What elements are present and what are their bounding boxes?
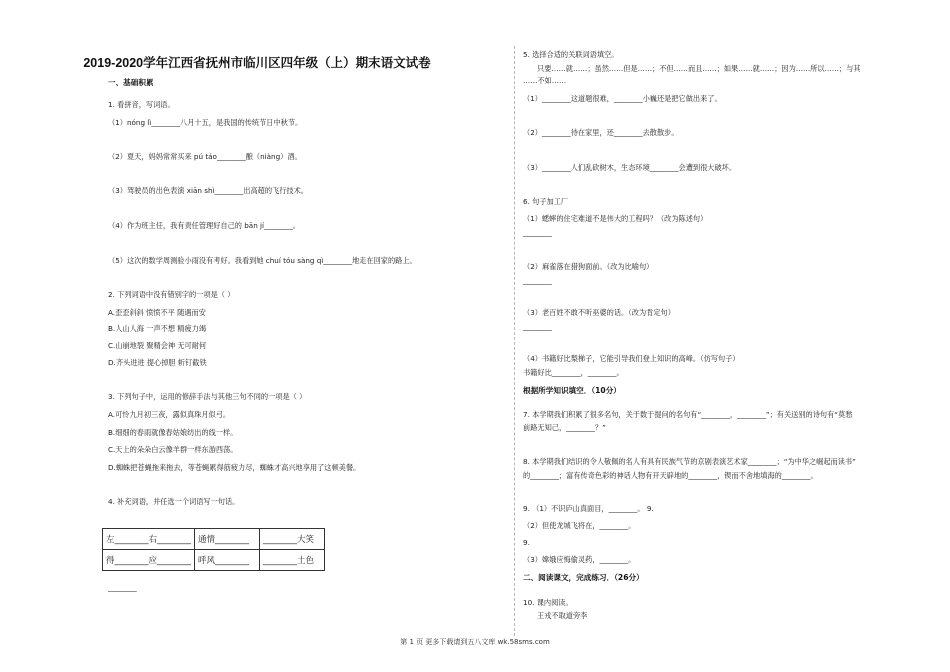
table-cell[interactable]: 左________右________ bbox=[103, 529, 195, 550]
question-item: （5）这次的数学周测验小雨没有考好。我看到她 chuí tóu sàng qì________地走在回家的路上。 bbox=[108, 256, 417, 265]
answer-blank[interactable]: ________ bbox=[523, 228, 552, 237]
table-row bbox=[103, 529, 325, 550]
question-item: （2）麻雀落在猎狗面前。（改为比喻句） bbox=[523, 262, 654, 271]
passage-title: 王戎不取道旁李 bbox=[537, 611, 588, 620]
section-heading: 根据所学知识填空．（10分） bbox=[523, 386, 621, 395]
table-cell[interactable]: 呼风________ bbox=[195, 550, 260, 571]
question-item: 9. bbox=[523, 538, 530, 547]
question-item: （1）蟋蟀的住宅难道不是伟大的工程吗？（改为陈述句） bbox=[523, 214, 708, 223]
page-title: 2019-2020学年江西省抚州市临川区四年级（上）期末语文试卷 bbox=[83, 56, 431, 70]
question-item: （3）嫦娥应悔偷灵药，________。 bbox=[523, 555, 636, 564]
question-item: （1）nóng lì________八月十五，是我国的传统节日中秋节。 bbox=[108, 118, 303, 127]
word-bank: ……不如…… bbox=[523, 76, 567, 85]
question-item: （2）夏天，妈妈常常买来 pú táo________酿（niàng）酒。 bbox=[108, 152, 302, 161]
question-stem: 3. 下列句子中，运用的修辞手法与其他三句不同的一项是（ ） bbox=[108, 392, 307, 401]
question-item: （3）________人们乱砍树木，生态环境________会遭到很大破坏。 bbox=[523, 163, 737, 172]
option: D.蜘蛛把苍蝇拖来拖去，等苍蝇累得筋疲力尽，蜘蛛才高兴地享用了这顿美餐。 bbox=[108, 463, 361, 472]
option: D.齐头进进 提心掉胆 斩钉截铁 bbox=[108, 358, 207, 367]
answer-line[interactable]: 书籍好比________，________。 bbox=[523, 368, 624, 377]
answer-blank[interactable]: ________ bbox=[523, 322, 552, 331]
question-stem: 1. 看拼音，写词语。 bbox=[108, 100, 175, 109]
table-cell[interactable]: 通情________ bbox=[195, 529, 260, 550]
table-cell[interactable]: 得________应________ bbox=[103, 550, 195, 571]
question-item: （4）作为班主任，我有责任管理好自己的 bān jí________。 bbox=[108, 221, 300, 230]
option: B.细细的春雨就像春姑娘纺出的线一样。 bbox=[108, 428, 238, 437]
question-stem: 4. 补充词语，并任选一个词语写一句话。 bbox=[108, 497, 240, 506]
option: C.天上的朵朵白云像羊群一样东游西荡。 bbox=[108, 445, 238, 454]
word-table bbox=[102, 528, 325, 571]
question-line: 8. 本学期我们结识的令人敬佩的名人有具有民族气节的京剧表演艺术家________；“为中华之崛起而读书” bbox=[523, 457, 856, 466]
question-stem: 10. 课内阅读。 bbox=[523, 598, 573, 607]
question-stem: 9. （1）不识庐山真面目，________。 9. bbox=[523, 504, 654, 513]
section-heading: 一、基础积累 bbox=[108, 78, 154, 87]
question-item: （2）________待在家里，还________去散散步。 bbox=[523, 128, 679, 137]
question-line: 前路无知己，________？” bbox=[523, 423, 606, 432]
column-divider bbox=[514, 46, 515, 636]
question-stem: 2. 下列词语中没有错别字的一项是（ ） bbox=[108, 290, 235, 299]
question-line: 7. 本学期我们积累了很多名句，关于数于提问的名句有“________，________”；有关送别的诗句有“莫愁 bbox=[523, 410, 853, 419]
question-stem: 6. 句子加工厂 bbox=[523, 197, 569, 206]
question-item: （4）书籍好比梨梯子，它能引导我们登上知识的高峰。（仿写句子） bbox=[523, 354, 740, 363]
question-line: 的________；富有传奇色彩的神话人物有开天辟地的________，锲而不舍地填海的________。 bbox=[523, 471, 818, 480]
page-footer: 第 1 页 更多下载请到五八文库 wk.58sms.com bbox=[400, 638, 550, 646]
answer-blank[interactable]: ________ bbox=[523, 276, 552, 285]
word-bank: 只要……就……；虽然……但是……；不但……而且……；如果……就……；因为……所以……；与其 bbox=[537, 64, 861, 73]
table-cell[interactable]: ________土色 bbox=[260, 550, 325, 571]
question-item: （2）但使龙城飞将在，________。 bbox=[523, 521, 636, 530]
question-stem: 5. 选择合适的关联词语填空。 bbox=[523, 50, 619, 59]
section-heading: 二、阅读课文，完成练习．（26分） bbox=[523, 573, 644, 582]
option: C.山崩地裂 聚精会神 无可耐何 bbox=[108, 341, 207, 350]
table-cell[interactable]: ________大笑 bbox=[260, 529, 325, 550]
table-row bbox=[103, 550, 325, 571]
question-item: （3）老百姓不敢不听巫婆的话。（改为肯定句） bbox=[523, 308, 675, 317]
option: B.人山人海 一声不想 精疲力竭 bbox=[108, 324, 207, 333]
question-item: （3）驾驶员的出色表演 xiān shì________出高超的飞行技术。 bbox=[108, 186, 308, 195]
option: A.歪歪斜斜 愤愤不平 随遇而安 bbox=[108, 308, 206, 317]
answer-blank[interactable]: ________ bbox=[108, 583, 137, 592]
option: A.可怜九月初三夜，露似真珠月似弓。 bbox=[108, 410, 231, 419]
question-item: （1）________这道题很难，________小巍还是把它做出来了。 bbox=[523, 94, 722, 103]
